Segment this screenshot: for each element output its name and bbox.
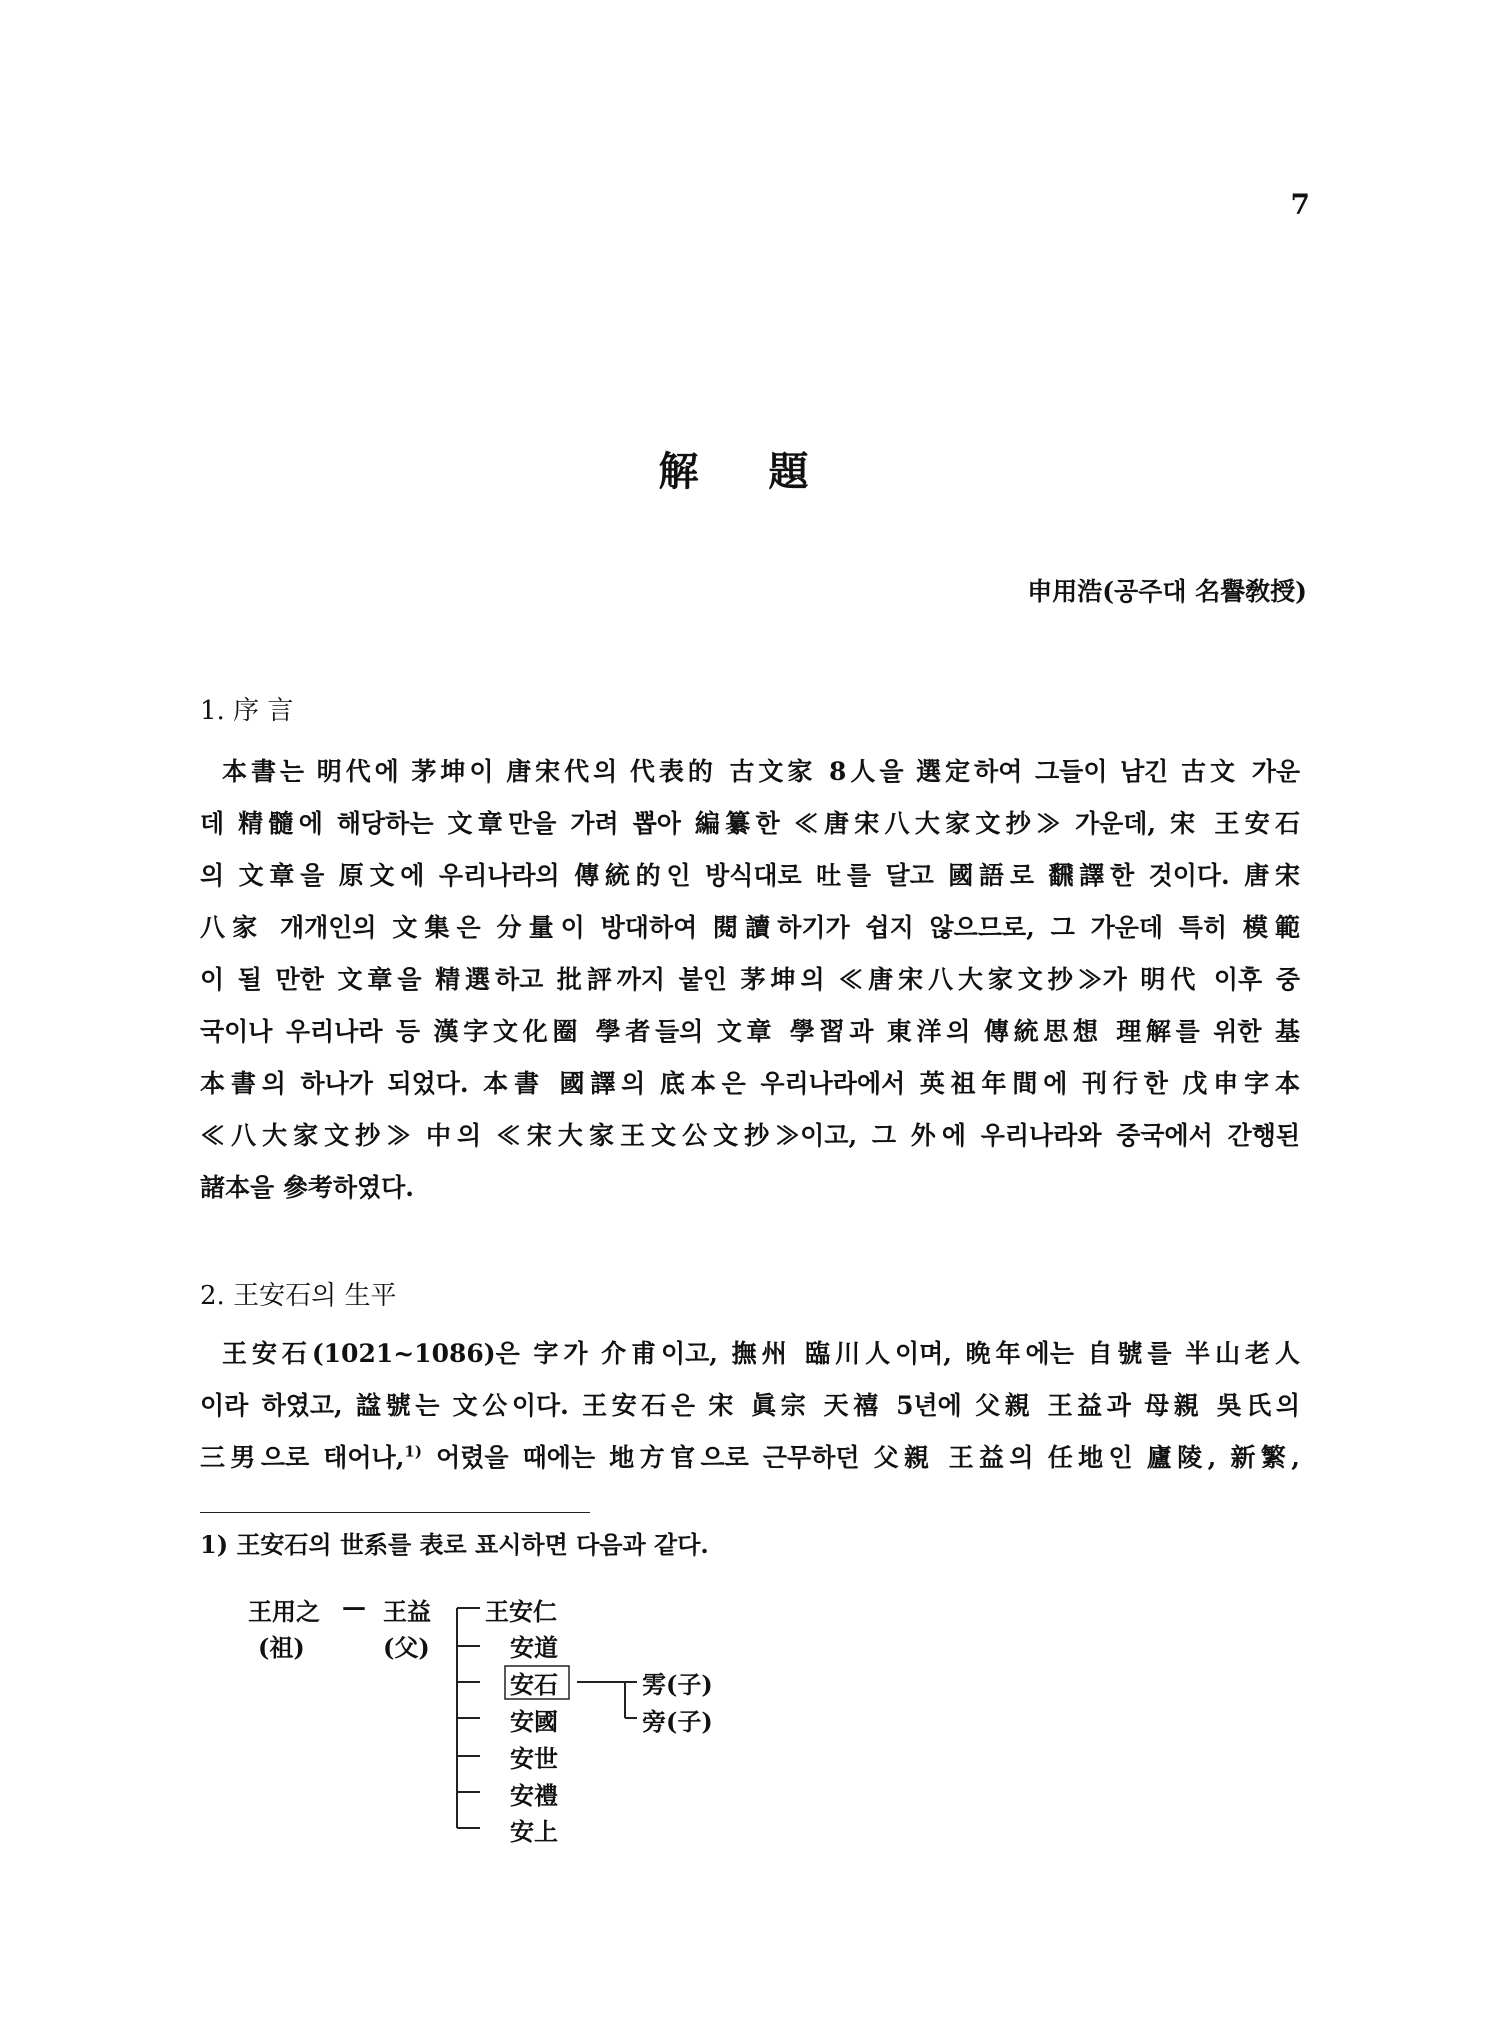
son-name: 王安仁	[485, 1597, 557, 1626]
paragraph-line: 本書는 明代에 茅坤이 唐宋代의 代表的 古文家 8人을 選定하여 그들이 남긴 古文 가운	[222, 757, 1300, 786]
paragraph-line: 王安石(1021~1086)은 字가 介甫이고, 撫州 臨川人이며, 晩年에는 自號를 半山老人	[222, 1339, 1300, 1368]
page-title: 解 題	[658, 448, 837, 495]
son-name: 安世	[510, 1744, 558, 1773]
paragraph-line: 本書의 하나가 되었다. 本書 國譯의 底本은 우리나라에서 英祖年間에 刊行한 戊申字本	[200, 1069, 1300, 1098]
father-name: 王益	[383, 1597, 431, 1626]
son-name: 安國	[510, 1707, 558, 1736]
tree-dash: —	[342, 1592, 366, 1621]
grandson-name: 旁(子)	[642, 1707, 713, 1736]
footnote-marker: 1)	[404, 1442, 422, 1461]
father-role: (父)	[383, 1633, 430, 1662]
paragraph-line: 데 精髓에 해당하는 文章만을 가려 뽑아 編纂한 ≪唐宋八大家文抄≫ 가운데, 宋 王安石	[200, 809, 1300, 838]
paragraph-line: 국이나 우리나라 등 漢字文化圈 學者들의 文章 學習과 東洋의 傳統思想 理解를 위한 基	[200, 1017, 1300, 1046]
paragraph-line: 八家 개개인의 文集은 分量이 방대하여 閱讀하기가 쉽지 않으므로, 그 가운데 특히 模範	[200, 913, 1300, 942]
section-1-paragraph	[200, 746, 1300, 1214]
paragraph-line: ≪八大家文抄≫ 中의 ≪宋大家王文公文抄≫이고, 그 外에 우리나라와 중국에서 간행된	[200, 1121, 1300, 1150]
grandfather-name: 王用之	[248, 1597, 320, 1626]
paragraph-line: 이 될 만한 文章을 精選하고 批評까지 붙인 茅坤의 ≪唐宋八大家文抄≫가 明代 이후 중	[200, 965, 1300, 994]
paragraph-text: 三男으로 태어나,	[200, 1443, 405, 1472]
paragraph-line: 諸本을 參考하였다.	[200, 1173, 415, 1202]
paragraph-line: 의 文章을 原文에 우리나라의 傳統的인 방식대로 吐를 달고 國語로 飜譯한 것이다. 唐宋	[200, 861, 1300, 890]
author-line: 申用浩(공주대 名譽敎授)	[1027, 577, 1307, 606]
section-2-heading: 2. 王安石의 生平	[200, 1281, 397, 1311]
paragraph-text: 어렸을 때에는 地方官으로 근무하던 父親 王益의 任地인 廬陵, 新繁,	[421, 1443, 1300, 1472]
son-name: 安道	[510, 1633, 558, 1662]
page-number: 7	[1290, 188, 1310, 221]
section-1-heading: 1. 序 言	[200, 696, 294, 726]
grandson-name: 雱(子)	[642, 1670, 713, 1699]
paragraph-line: 이라 하였고, 諡號는 文公이다. 王安石은 宋 眞宗 天禧 5년에 父親 王益과 母親 吳氏의	[200, 1391, 1300, 1420]
son-name: 安石	[510, 1670, 558, 1699]
footnote-text: 1) 王安石의 世系를 表로 표시하면 다음과 같다.	[200, 1530, 709, 1559]
son-name: 安上	[510, 1817, 558, 1846]
paragraph-line	[200, 1432, 1300, 1484]
footnote-divider	[200, 1512, 590, 1513]
grandfather-role: (祖)	[258, 1633, 305, 1662]
son-name: 安禮	[510, 1781, 558, 1810]
section-2-paragraph	[200, 1328, 1300, 1484]
